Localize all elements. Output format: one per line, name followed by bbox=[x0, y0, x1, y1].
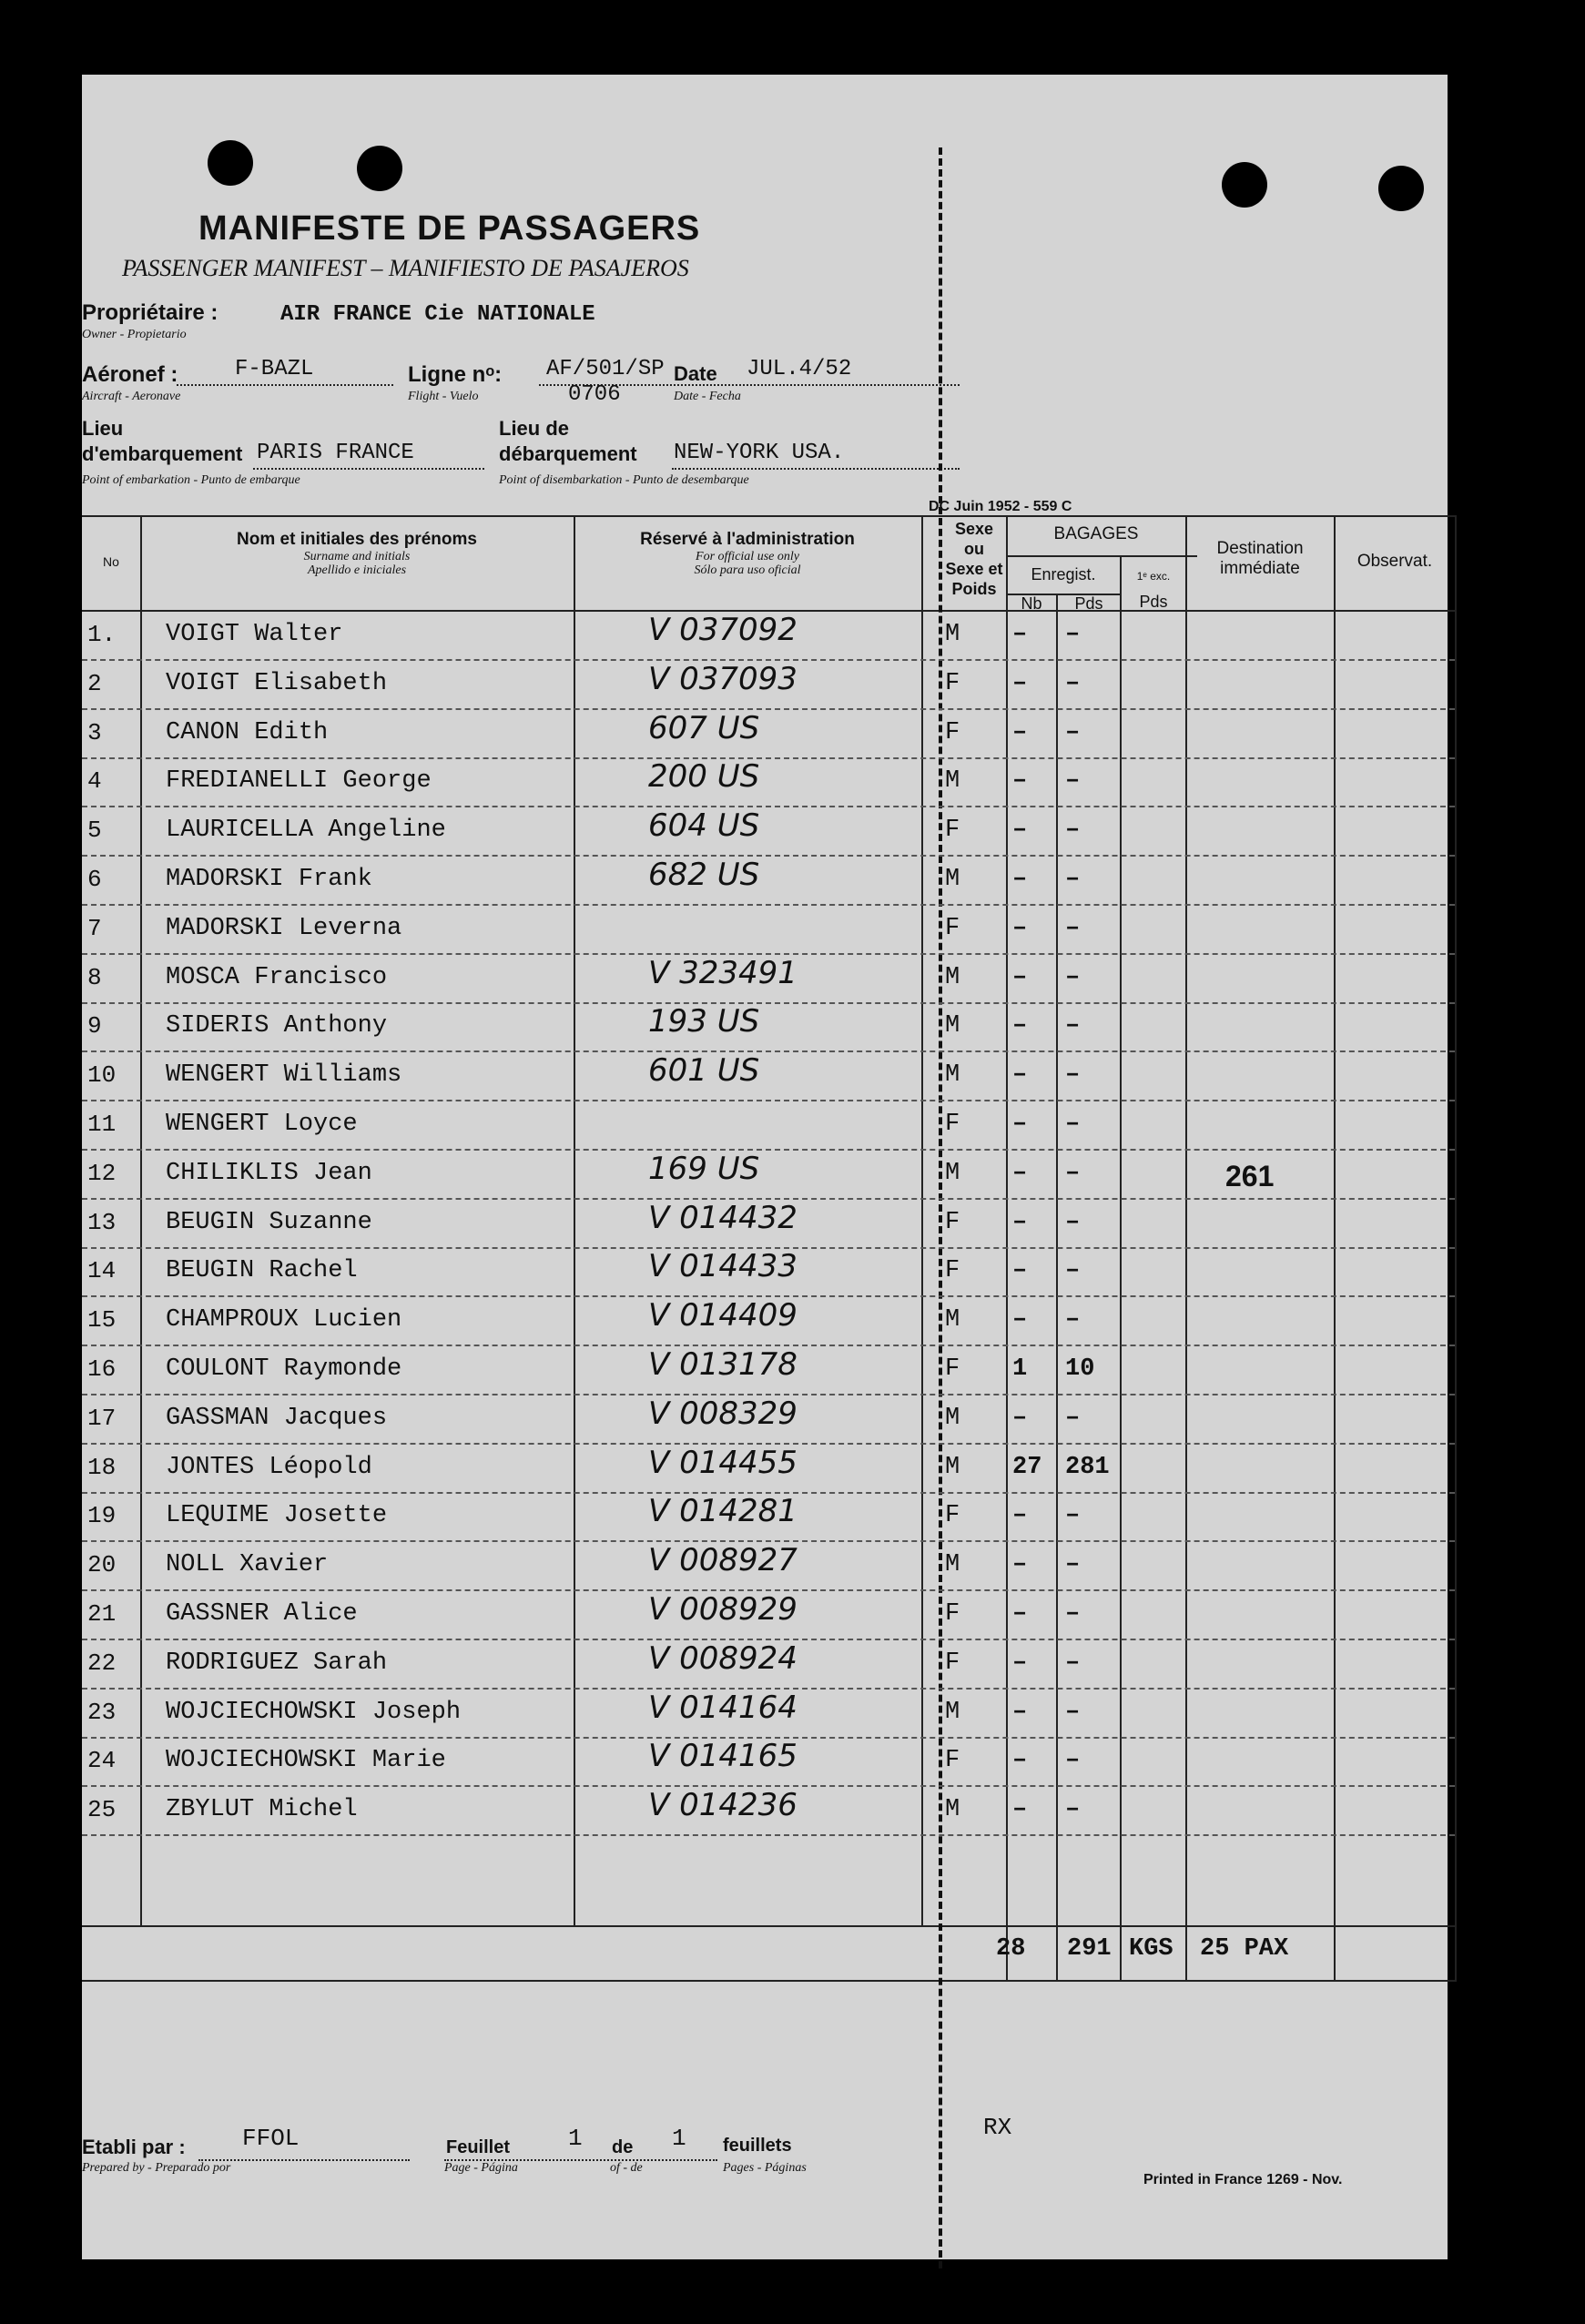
passenger-sex: M bbox=[945, 621, 960, 648]
owner-sublabel: Owner - Propietario bbox=[82, 328, 187, 341]
of-sublabel: of - de bbox=[610, 2161, 643, 2175]
col-enreg-header: Enregist. bbox=[1031, 565, 1096, 584]
sheets-label: feuillets bbox=[723, 2136, 792, 2156]
admin-note: V 014433 bbox=[648, 1248, 798, 1284]
admin-note: 200 US bbox=[648, 758, 760, 795]
embark-value: PARIS FRANCE bbox=[257, 441, 414, 465]
passenger-sex: M bbox=[945, 1796, 960, 1823]
baggage-weight: – bbox=[1065, 621, 1081, 648]
passenger-name: CHILIKLIS Jean bbox=[166, 1160, 372, 1187]
baggage-weight: – bbox=[1065, 1061, 1081, 1089]
baggage-weight: – bbox=[1065, 1747, 1081, 1774]
passenger-name: MADORSKI Frank bbox=[166, 866, 372, 893]
aircraft-label: Aéronef : bbox=[82, 362, 178, 387]
col-dest-header: Destination immédiate bbox=[1216, 539, 1304, 578]
passenger-name: GASSMAN Jacques bbox=[166, 1405, 388, 1432]
table-row bbox=[82, 1297, 1457, 1346]
passenger-sex: M bbox=[945, 1454, 960, 1481]
passenger-sex: M bbox=[945, 1306, 960, 1334]
baggage-weight: – bbox=[1065, 1649, 1081, 1677]
table-row bbox=[82, 1151, 1457, 1200]
date-sublabel: Date - Fecha bbox=[674, 390, 741, 403]
date-label: Date bbox=[674, 362, 717, 385]
sheets-sublabel: Pages - Páginas bbox=[723, 2161, 807, 2175]
prepared-by-value: FFOL bbox=[242, 2125, 300, 2152]
row-number: 10 bbox=[87, 1061, 117, 1089]
baggage-weight: – bbox=[1065, 767, 1081, 795]
table-row bbox=[82, 1690, 1457, 1739]
row-number: 16 bbox=[87, 1355, 117, 1383]
col-pds-header: Pds bbox=[1074, 594, 1103, 613]
row-number: 4 bbox=[87, 767, 102, 795]
row-number: 21 bbox=[87, 1600, 117, 1628]
passenger-table-body bbox=[82, 612, 1457, 1923]
passenger-name: NOLL Xavier bbox=[166, 1551, 329, 1578]
table-row bbox=[82, 1445, 1457, 1494]
passenger-sex: F bbox=[945, 1355, 960, 1383]
col-excess-header: 1ᵉ exc. bbox=[1136, 570, 1171, 583]
table-row bbox=[82, 1395, 1457, 1445]
admin-note: 682 US bbox=[648, 857, 760, 893]
sheet-value: 1 bbox=[568, 2125, 583, 2152]
row-number: 3 bbox=[87, 719, 102, 746]
baggage-count: – bbox=[1012, 1551, 1028, 1578]
col-sex-header: Sexe ou Sexe et Poids bbox=[945, 520, 1003, 598]
row-number: 13 bbox=[87, 1209, 117, 1236]
punch-hole bbox=[208, 140, 253, 186]
admin-note: V 008929 bbox=[648, 1591, 798, 1628]
disembark-sublabel: Point of disembarkation - Punto de desembarque bbox=[499, 473, 749, 487]
passenger-name: SIDERIS Anthony bbox=[166, 1012, 388, 1040]
admin-note: V 037093 bbox=[648, 661, 798, 697]
embark-label2: d'embarquement bbox=[82, 442, 243, 465]
baggage-weight: – bbox=[1065, 670, 1081, 697]
passenger-sex: M bbox=[945, 1160, 960, 1187]
col-excess-pds-header: Pds bbox=[1139, 593, 1168, 611]
document-title: MANIFESTE DE PASSAGERS bbox=[198, 209, 701, 248]
table-row bbox=[82, 1003, 1457, 1052]
passenger-sex: F bbox=[945, 1747, 960, 1774]
passenger-sex: F bbox=[945, 1257, 960, 1284]
table-row bbox=[82, 1542, 1457, 1591]
table-row bbox=[82, 1493, 1457, 1542]
passenger-sex: M bbox=[945, 767, 960, 795]
baggage-count: – bbox=[1012, 817, 1028, 844]
passenger-name: LAURICELLA Angeline bbox=[166, 817, 446, 844]
disembark-label2: débarquement bbox=[499, 442, 637, 465]
passenger-name: MADORSKI Leverna bbox=[166, 915, 402, 942]
baggage-weight: – bbox=[1065, 1600, 1081, 1628]
baggage-weight: – bbox=[1065, 1257, 1081, 1284]
passenger-name: WOJCIECHOWSKI Joseph bbox=[166, 1699, 462, 1726]
col-name-header: Nom et initiales des prénoms Surname and initials Apellido e iniciales bbox=[237, 530, 477, 577]
passenger-sex: F bbox=[945, 1502, 960, 1529]
row-number: 24 bbox=[87, 1747, 117, 1774]
document-subtitle: PASSENGER MANIFEST – MANIFIESTO DE PASAJEROS bbox=[122, 255, 689, 281]
baggage-weight: – bbox=[1065, 1160, 1081, 1187]
table-row bbox=[82, 661, 1457, 710]
printed-note: Printed in France 1269 - Nov. bbox=[1143, 2172, 1343, 2187]
passenger-sex: M bbox=[945, 1061, 960, 1089]
passenger-sex: M bbox=[945, 1405, 960, 1432]
row-number: 2 bbox=[87, 670, 102, 697]
table-row bbox=[82, 1591, 1457, 1640]
baggage-count: 27 bbox=[1012, 1454, 1042, 1481]
punch-hole bbox=[357, 146, 402, 191]
passenger-sex: M bbox=[945, 1012, 960, 1040]
manifest-sheet bbox=[82, 75, 1448, 2259]
row-number: 15 bbox=[87, 1306, 117, 1334]
embark-sublabel: Point of embarkation - Punto de embarque bbox=[82, 473, 300, 487]
admin-note: V 008924 bbox=[648, 1640, 798, 1677]
row-number: 23 bbox=[87, 1699, 117, 1726]
passenger-sex: F bbox=[945, 1649, 960, 1677]
row-number: 12 bbox=[87, 1160, 117, 1187]
passenger-name: WENGERT Loyce bbox=[166, 1111, 358, 1138]
baggage-count: – bbox=[1012, 1160, 1028, 1187]
table-row bbox=[82, 612, 1457, 661]
admin-note: 601 US bbox=[648, 1052, 760, 1089]
baggage-count: – bbox=[1012, 767, 1028, 795]
passenger-name: MOSCA Francisco bbox=[166, 964, 388, 991]
passenger-name: VOIGT Elisabeth bbox=[166, 670, 388, 697]
admin-note: V 014236 bbox=[648, 1787, 798, 1823]
baggage-count: – bbox=[1012, 1209, 1028, 1236]
passenger-name: VOIGT Walter bbox=[166, 621, 343, 648]
passenger-name: WOJCIECHOWSKI Marie bbox=[166, 1747, 446, 1774]
admin-note: V 014409 bbox=[648, 1297, 798, 1334]
row-number: 22 bbox=[87, 1649, 117, 1677]
passenger-sex: F bbox=[945, 817, 960, 844]
baggage-count: 1 bbox=[1012, 1355, 1028, 1383]
table-row bbox=[82, 1738, 1457, 1787]
baggage-weight: – bbox=[1065, 1796, 1081, 1823]
baggage-count: – bbox=[1012, 915, 1028, 942]
table-row bbox=[82, 1346, 1457, 1395]
admin-note: V 323491 bbox=[648, 955, 798, 991]
passenger-name: CANON Edith bbox=[166, 719, 329, 746]
passenger-name: GASSNER Alice bbox=[166, 1600, 358, 1628]
admin-note: V 008927 bbox=[648, 1542, 798, 1578]
admin-note: V 013178 bbox=[648, 1346, 798, 1383]
baggage-count: – bbox=[1012, 1012, 1028, 1040]
passenger-name: ZBYLUT Michel bbox=[166, 1796, 358, 1823]
rx-mark: RX bbox=[983, 2114, 1012, 2141]
prepared-by-label: Etabli par : bbox=[82, 2136, 186, 2158]
table-row bbox=[82, 1052, 1457, 1101]
destination: 261 bbox=[1225, 1160, 1275, 1192]
baggage-count: – bbox=[1012, 964, 1028, 991]
admin-note: V 014164 bbox=[648, 1690, 798, 1726]
table-row bbox=[82, 1787, 1457, 1836]
baggage-count: – bbox=[1012, 1257, 1028, 1284]
flight-sublabel: Flight - Vuelo bbox=[408, 390, 479, 403]
flight-value: AF/501/SP bbox=[546, 357, 665, 381]
admin-note: V 008329 bbox=[648, 1395, 798, 1432]
col-nb-header: Nb bbox=[1021, 594, 1042, 613]
aircraft-sublabel: Aircraft - Aeronave bbox=[82, 390, 181, 403]
passenger-sex: F bbox=[945, 1111, 960, 1138]
baggage-count: – bbox=[1012, 670, 1028, 697]
passenger-name: BEUGIN Rachel bbox=[166, 1257, 358, 1284]
baggage-weight: 10 bbox=[1065, 1355, 1095, 1383]
row-number: 5 bbox=[87, 817, 102, 844]
passenger-name: LEQUIME Josette bbox=[166, 1502, 388, 1529]
sheet-sublabel: Page - Página bbox=[444, 2161, 518, 2175]
row-number: 18 bbox=[87, 1454, 117, 1481]
baggage-weight: – bbox=[1065, 1209, 1081, 1236]
admin-note: V 014281 bbox=[648, 1493, 798, 1529]
baggage-count: – bbox=[1012, 1306, 1028, 1334]
form-code: DC Juin 1952 - 559 C bbox=[929, 499, 1072, 514]
baggage-weight: – bbox=[1065, 915, 1081, 942]
passenger-sex: M bbox=[945, 1699, 960, 1726]
baggage-count: – bbox=[1012, 1600, 1028, 1628]
admin-note: V 014165 bbox=[648, 1738, 798, 1774]
disembark-value: NEW-YORK USA. bbox=[674, 441, 845, 465]
embark-label1: Lieu bbox=[82, 417, 124, 440]
admin-note: V 037092 bbox=[648, 612, 798, 648]
table-row bbox=[82, 807, 1457, 857]
baggage-count: – bbox=[1012, 1747, 1028, 1774]
passenger-sex: F bbox=[945, 1209, 960, 1236]
aircraft-value: F-BAZL bbox=[235, 357, 314, 381]
col-obs-header: Observat. bbox=[1356, 552, 1433, 571]
admin-note: 193 US bbox=[648, 1003, 760, 1040]
baggage-count: – bbox=[1012, 621, 1028, 648]
table-row bbox=[82, 710, 1457, 759]
row-number: 9 bbox=[87, 1012, 102, 1040]
table-row bbox=[82, 955, 1457, 1004]
passenger-sex: F bbox=[945, 1600, 960, 1628]
table-row bbox=[82, 857, 1457, 906]
baggage-weight: – bbox=[1065, 719, 1081, 746]
owner-label: Propriétaire : bbox=[82, 300, 218, 325]
table-row bbox=[82, 758, 1457, 807]
baggage-weight: – bbox=[1065, 1012, 1081, 1040]
passenger-sex: F bbox=[945, 915, 960, 942]
flight-number: 0706 bbox=[568, 382, 621, 407]
total-bag-weight: 291 bbox=[1067, 1935, 1112, 1963]
baggage-count: – bbox=[1012, 1405, 1028, 1432]
of-value: 1 bbox=[672, 2125, 686, 2152]
admin-note: V 014455 bbox=[648, 1445, 798, 1481]
row-number: 8 bbox=[87, 964, 102, 991]
baggage-weight: – bbox=[1065, 1306, 1081, 1334]
baggage-count: – bbox=[1012, 1502, 1028, 1529]
passenger-sex: M bbox=[945, 866, 960, 893]
passenger-name: RODRIGUEZ Sarah bbox=[166, 1649, 388, 1677]
passenger-name: BEUGIN Suzanne bbox=[166, 1209, 372, 1236]
row-number: 6 bbox=[87, 866, 102, 893]
total-weight-unit: KGS bbox=[1129, 1935, 1174, 1963]
row-number: 19 bbox=[87, 1502, 117, 1529]
row-number: 20 bbox=[87, 1551, 117, 1578]
baggage-count: – bbox=[1012, 1699, 1028, 1726]
sheet-label: Feuillet bbox=[446, 2137, 511, 2157]
baggage-weight: – bbox=[1065, 817, 1081, 844]
baggage-weight: – bbox=[1065, 866, 1081, 893]
owner-value: AIR FRANCE Cie NATIONALE bbox=[280, 302, 595, 327]
of-label: de bbox=[612, 2137, 634, 2157]
row-number: 17 bbox=[87, 1405, 117, 1432]
admin-note: V 014432 bbox=[648, 1200, 798, 1236]
passenger-name: CHAMPROUX Lucien bbox=[166, 1306, 402, 1334]
date-value: JUL.4/52 bbox=[747, 357, 852, 381]
baggage-count: – bbox=[1012, 866, 1028, 893]
baggage-count: – bbox=[1012, 1111, 1028, 1138]
table-row bbox=[82, 906, 1457, 955]
baggage-weight: – bbox=[1065, 1405, 1081, 1432]
row-number: 1. bbox=[87, 621, 117, 648]
row-number: 25 bbox=[87, 1796, 117, 1823]
passenger-sex: F bbox=[945, 719, 960, 746]
total-bag-count: 28 bbox=[996, 1935, 1026, 1963]
table-row bbox=[82, 1248, 1457, 1297]
baggage-count: – bbox=[1012, 719, 1028, 746]
table-row bbox=[82, 1200, 1457, 1249]
disembark-label1: Lieu de bbox=[499, 417, 570, 440]
baggage-count: – bbox=[1012, 1796, 1028, 1823]
admin-note: 607 US bbox=[648, 710, 760, 746]
table-row bbox=[82, 1640, 1457, 1690]
row-number: 14 bbox=[87, 1257, 117, 1284]
row-number: 11 bbox=[87, 1111, 117, 1138]
admin-note: 169 US bbox=[648, 1151, 760, 1187]
passenger-name: WENGERT Williams bbox=[166, 1061, 402, 1089]
row-number: 7 bbox=[87, 915, 102, 942]
flight-label: Ligne nᵒ: bbox=[408, 362, 503, 387]
table-row bbox=[82, 1101, 1457, 1151]
baggage-weight: – bbox=[1065, 1502, 1081, 1529]
baggage-count: – bbox=[1012, 1061, 1028, 1089]
prepared-by-sublabel: Prepared by - Preparado por bbox=[82, 2161, 231, 2175]
passenger-name: COULONT Raymonde bbox=[166, 1355, 402, 1383]
total-passenger-count: 25 PAX bbox=[1200, 1935, 1289, 1963]
passenger-sex: F bbox=[945, 670, 960, 697]
passenger-name: JONTES Léopold bbox=[166, 1454, 372, 1481]
punch-hole bbox=[1378, 166, 1424, 211]
passenger-name: FREDIANELLI George bbox=[166, 767, 432, 795]
passenger-sex: M bbox=[945, 964, 960, 991]
col-admin-header: Réservé à l'administration For official use only Sólo para uso oficial bbox=[640, 530, 855, 577]
admin-note: 604 US bbox=[648, 807, 760, 844]
baggage-weight: – bbox=[1065, 1111, 1081, 1138]
punch-hole bbox=[1222, 162, 1267, 208]
baggage-count: – bbox=[1012, 1649, 1028, 1677]
col-bagages-header: BAGAGES bbox=[1053, 524, 1139, 543]
baggage-weight: – bbox=[1065, 964, 1081, 991]
baggage-weight: – bbox=[1065, 1699, 1081, 1726]
baggage-weight: – bbox=[1065, 1551, 1081, 1578]
passenger-sex: M bbox=[945, 1551, 960, 1578]
col-no-header: No bbox=[103, 554, 119, 569]
baggage-weight: 281 bbox=[1065, 1454, 1110, 1481]
